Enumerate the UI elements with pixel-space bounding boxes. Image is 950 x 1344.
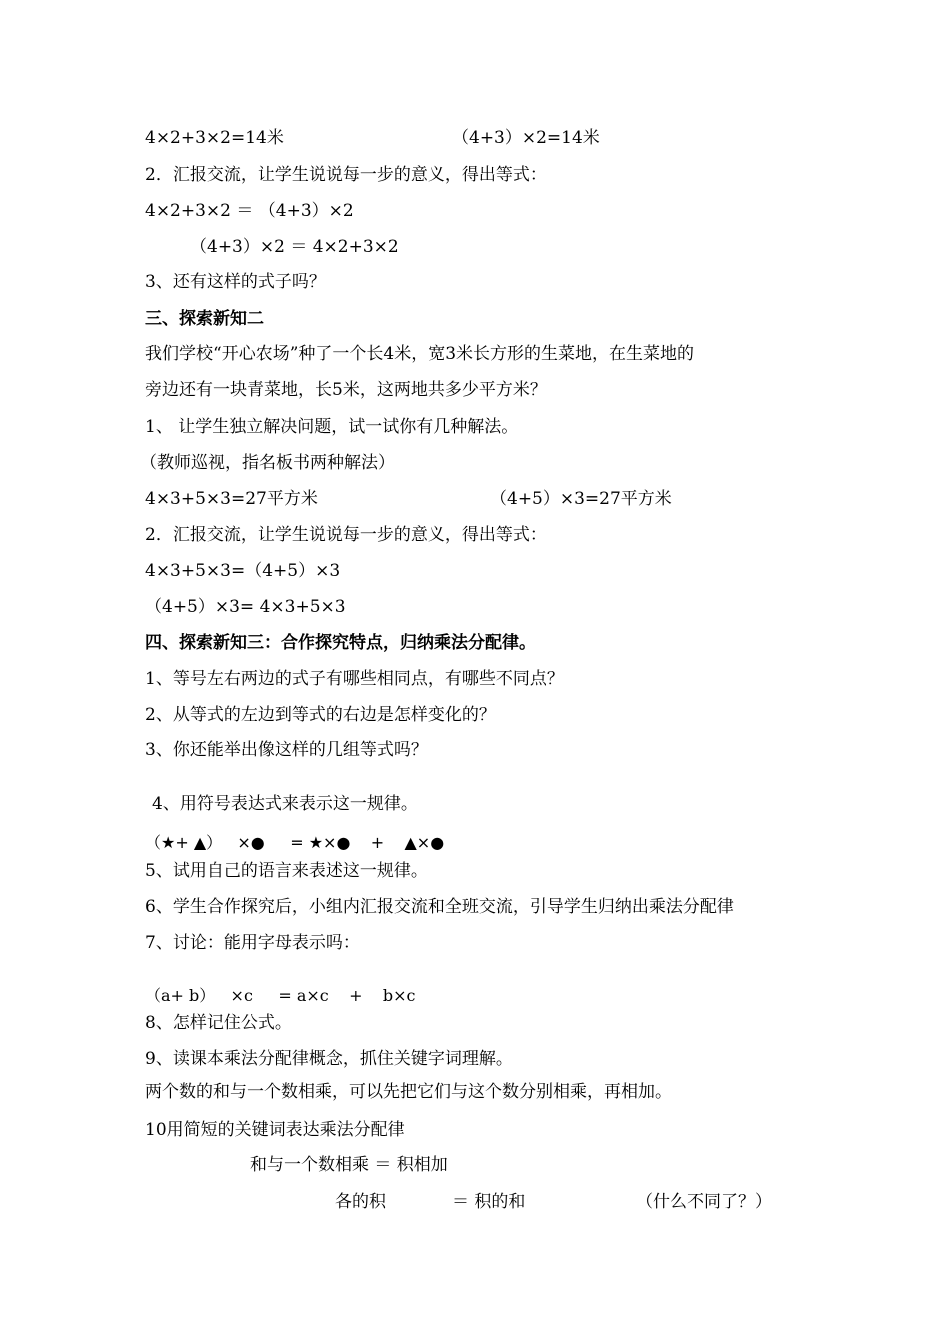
text-line: 2．汇报交流，让学生说说每一步的意义，得出等式： [145, 525, 547, 545]
text-line: 3、你还能举出像这样的几组等式吗？ [145, 740, 428, 760]
text-line: 1、 让学生独立解决问题，试一试你有几种解法。 [145, 417, 519, 437]
text-line: 7、讨论：能用字母表示吗： [145, 933, 360, 953]
paragraph-line: 我们学校“开心农场”种了一个长4米，宽3米长方形的生菜地，在生菜地的 [145, 344, 695, 364]
paragraph-line: 旁边还有一块青菜地，长5米，这两地共多少平方米？ [145, 380, 547, 400]
equation-line: 4×2+3×2 ＝ （4+3）×2 [145, 201, 354, 221]
section-heading: 四、探索新知三：合作探究特点，归纳乘法分配律。 [145, 633, 536, 653]
text-line: 4、用符号表达式来表示这一规律。 [152, 794, 418, 814]
text-line: 8、怎样记住公式。 [145, 1013, 292, 1033]
symbol-formula: （★+ ▲） ×● = ★×● + ▲×● [145, 833, 445, 852]
definition-line: 两个数的和与一个数相乘，可以先把它们与这个数分别相乘，再相加。 [145, 1082, 672, 1102]
text-line: 1、等号左右两边的式子有哪些相同点，有哪些不同点？ [145, 669, 564, 689]
keyword-note: （什么不同了？） [636, 1192, 772, 1212]
equation-line: （4+3）×2 ＝ 4×2+3×2 [190, 237, 399, 257]
text-line: 5、试用自己的语言来表述这一规律。 [145, 861, 428, 881]
text-line: 2、从等式的左边到等式的右边是怎样变化的？ [145, 705, 496, 725]
equation-line: 4×3+5×3=（4+5）×3 [145, 561, 341, 581]
text-line: （4+3）×2=14米 [452, 128, 600, 148]
keyword-line: 和与一个数相乘 ＝ 积相加 [250, 1155, 448, 1175]
text-line: （教师巡视，指名板书两种解法） [140, 453, 395, 473]
equation-line: （4+5）×3= 4×3+5×3 [145, 597, 346, 617]
text-line: （4+5）×3=27平方米 [490, 489, 672, 509]
letter-formula: （a+ b） ×c = a×c + b×c [145, 986, 416, 1005]
text-line: 4×3+5×3=27平方米 [145, 489, 318, 509]
text-line: 6、学生合作探究后，小组内汇报交流和全班交流，引导学生归纳出乘法分配律 [145, 897, 734, 917]
text-line: 2．汇报交流，让学生说说每一步的意义，得出等式： [145, 165, 547, 185]
section-heading: 三、探索新知二 [145, 309, 264, 329]
text-line: 9、读课本乘法分配律概念，抓住关键字词理解。 [145, 1049, 513, 1069]
keyword-line: ＝ 积的和 [452, 1192, 526, 1212]
text-line: 10用简短的关键词表达乘法分配律 [145, 1120, 405, 1140]
text-line: 4×2+3×2=14米 [145, 128, 284, 148]
keyword-line: 各的积 [335, 1192, 386, 1212]
text-line: 3、还有这样的式子吗？ [145, 272, 326, 292]
